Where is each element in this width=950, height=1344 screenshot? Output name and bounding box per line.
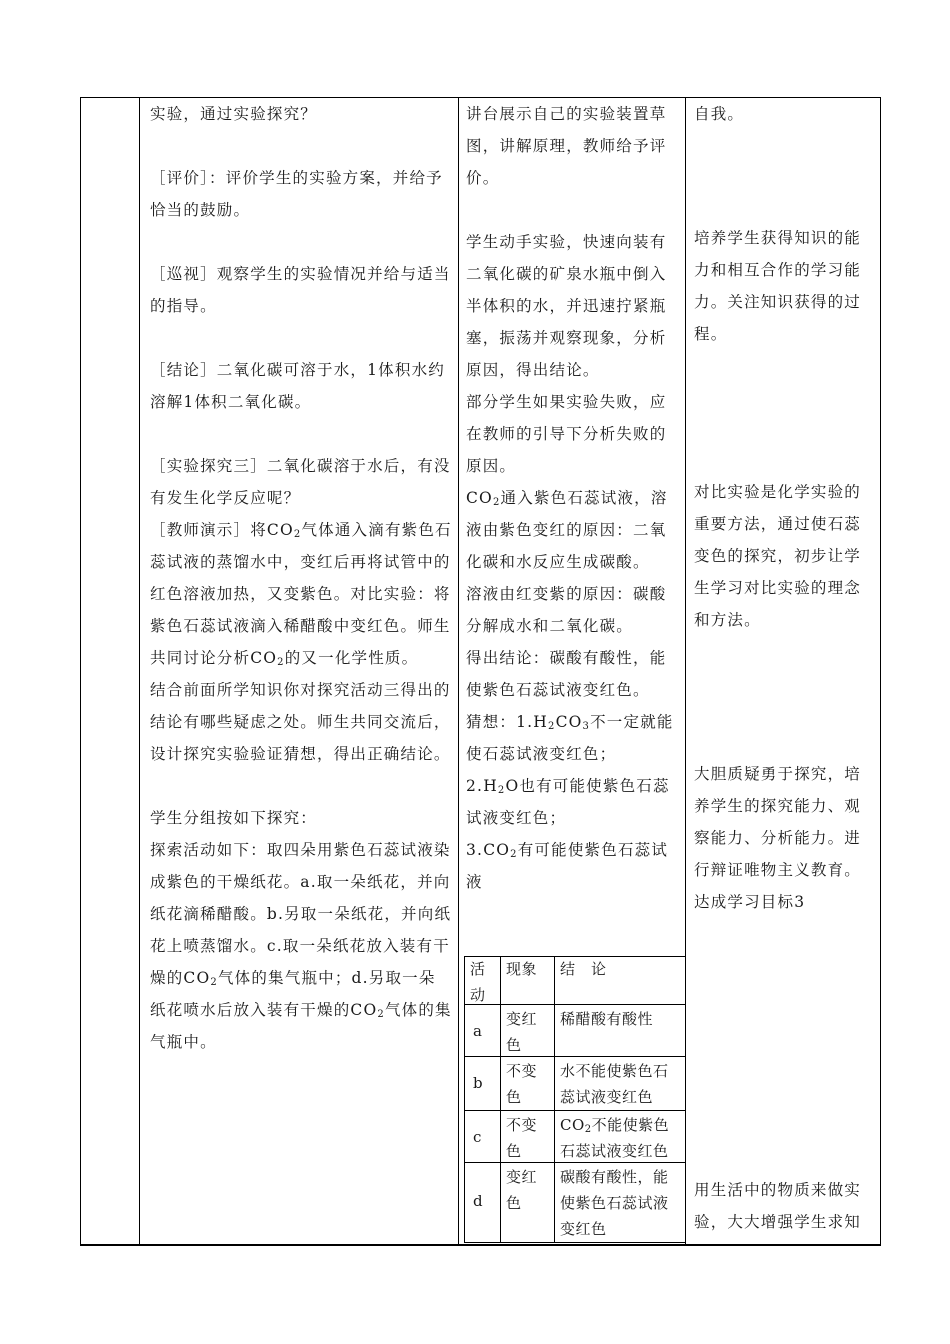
paragraph-guess-1: 猜想：$1.H_2CO_3$不一定就能使石蕊试液变红色； [466,713,674,763]
teacher-activity-cell [150,98,452,1058]
student-activity-cell [466,98,680,898]
paragraph-inspection: ［巡视］观察学生的实验情况并给与适当的指导。 [150,265,451,315]
paragraph-exploration-activity: 探索活动如下：取四朵用紫色石蕊试液染成紫色的干燥纸花。a.取一朵纸花，并向纸花滴稀醋酸。b.另取一朵纸花，并向纸花上喷蒸馏水。c.取一朵纸花放入装有干燥的$CO_2$气体的集气瓶中；d.另取一朵纸花喷水后放入装有干燥的$CO_2$气体的集气瓶中。 [150,841,452,1051]
paragraph-contrast-experiment: 对比实验是化学实验的重要方法，通过使石蕊变色的探究，初步让学生学习对比实验的理念和方法。 [694,483,862,629]
paragraph-conclusion: ［结论］二氧化碳可溶于水，1体积水约溶解1体积二氧化碳。 [150,361,445,411]
header-activity: 活动 [470,960,486,1004]
paragraph-self: 自我。 [694,105,745,123]
header-conclusion: 结 论 [560,960,607,978]
column-divider-1 [139,97,140,1245]
paragraph-co2-litmus: $CO_2$通入紫色石蕊试液，溶液由紫色变红的原因：二氧化碳和水反应生成碳酸。 [466,489,668,571]
row-d-conclusion: 碳酸有酸性，能使紫色石蕊试液变红色 [560,1168,669,1238]
row-a-phenomenon: 变红色 [506,1010,538,1054]
paragraph-doubts: 结合前面所学知识你对探究活动三得出的结论有哪些疑虑之处。师生共同交流后，设计探究实验验证猜想，得出正确结论。 [150,681,451,763]
table-right-border [880,97,881,1245]
design-intent-contrast [694,476,876,636]
header-phenomenon: 现象 [506,960,538,978]
paragraph-experiment-three: ［实验探究三］二氧化碳溶于水后，有没有发生化学反应呢？ [150,457,451,507]
paragraph-ability: 培养学生获得知识的能力和相互合作的学习能力。关注知识获得的过程。 [694,229,862,343]
row-b-conclusion: 水不能使紫色石蕊试液变红色 [560,1062,669,1106]
paragraph-experiment-intro: 实验，通过实验探究？ [150,105,318,123]
row-b-activity: b [473,1074,484,1092]
row-d-phenomenon: 变红色 [506,1168,538,1212]
paragraph-bold-inquiry: 大胆质疑勇于探究，培养学生的探究能力、观察能力、分析能力。进行辩证唯物主义教育。 [694,765,862,879]
paragraph-evaluation: ［评价］：评价学生的实验方案，并给予恰当的鼓励。 [150,169,443,219]
design-intent-daily-life [694,1174,876,1238]
row-c-conclusion: $CO_2$不能使紫色石蕊试液变红色 [560,1116,670,1160]
table-bottom-border [80,1244,881,1246]
inner-border-row2 [464,1056,686,1057]
table-left-border [80,97,81,1245]
row-c-phenomenon: 不变色 [506,1116,538,1160]
inner-border-right [685,956,686,1243]
paragraph-teacher-demo: ［教师演示］将$CO_2$气体通入滴有紫色石蕊试液的蒸馏水中，变红后再将试管中的红色溶液加热，又变紫色。对比实验：将紫色石蕊试液滴入稀醋酸中变红色。师生共同讨论分析$CO_2$的又一化学性质。 [150,521,452,668]
row-c-activity: c [473,1128,482,1146]
inner-divider-2 [554,956,555,1243]
paragraph-red-to-purple: 溶液由红变紫的原因：碳酸分解成水和二氧化碳。 [466,585,667,635]
paragraph-failure-analysis: 部分学生如果实验失败，应在教师的引导下分析失败的原因。 [466,393,667,475]
results-table [464,956,686,1244]
inner-divider-1 [500,956,501,1243]
paragraph-learning-goal: 达成学习目标3 [694,893,806,911]
design-intent-cell [694,98,876,350]
row-b-phenomenon: 不变色 [506,1062,538,1106]
inner-border-row3 [464,1110,686,1111]
inner-border-bottom [464,1242,686,1243]
row-d-activity: d [473,1192,484,1210]
inner-border-row1 [464,1004,686,1005]
column-divider-2 [458,97,459,1245]
paragraph-hands-on: 学生动手实验，快速向装有二氧化碳的矿泉水瓶中倒入半体积的水，并迅速拧紧瓶塞，振荡并观察现象，分析原因，得出结论。 [466,233,667,379]
paragraph-present-device: 讲台展示自己的实验装置草图，讲解原理，教师给予评价。 [466,105,667,187]
design-intent-inquiry [694,758,876,918]
paragraph-draw-conclusion: 得出结论：碳酸有酸性，能使紫色石蕊试液变红色。 [466,649,667,699]
paragraph-group-inquiry: 学生分组按如下探究： [150,809,318,827]
row-a-conclusion: 稀醋酸有酸性 [560,1010,654,1028]
paragraph-guess-2: $2.H_2O$也有可能使紫色石蕊试液变红色； [466,777,670,827]
inner-border-left [464,956,465,1243]
paragraph-guess-3: $3.CO_2$有可能使紫色石蕊试液 [466,841,669,891]
paragraph-daily-life: 用生活中的物质来做实验，大大增强学生求知 [694,1181,862,1231]
row-a-activity: a [473,1022,483,1040]
